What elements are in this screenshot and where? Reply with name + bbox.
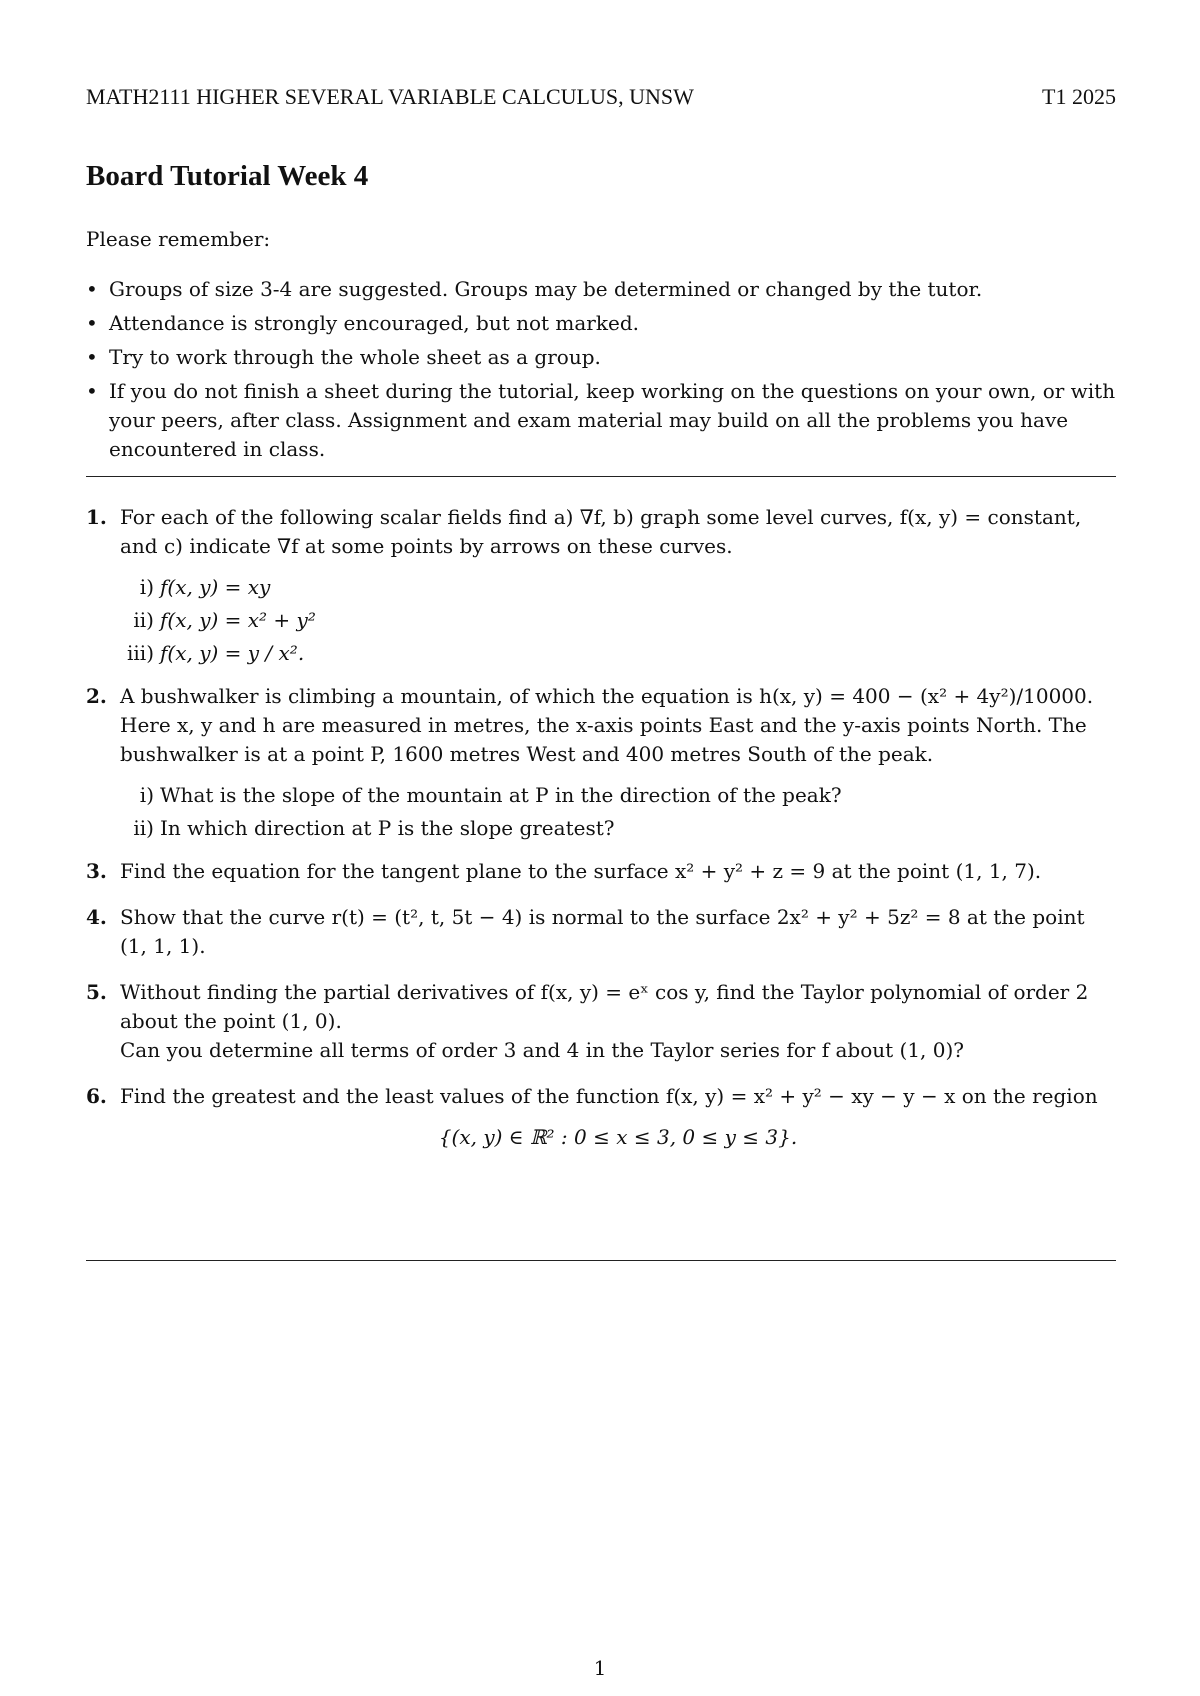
question-number: 5.	[86, 980, 107, 1004]
subpart-label: i)	[139, 783, 154, 807]
question-followup: Can you determine all terms of order 3 and 4 in the Taylor series for f about (1, 0)?	[120, 1038, 965, 1062]
section-divider	[86, 1260, 1116, 1261]
subpart-label: iii)	[127, 641, 154, 665]
question-list	[86, 503, 1116, 1152]
reminder-text: Groups of size 3-4 are suggested. Groups may be determined or changed by the tutor.	[109, 277, 983, 301]
bullet-icon: •	[86, 379, 98, 403]
page-header	[86, 82, 1116, 114]
reminder-list	[86, 275, 1116, 469]
bullet-icon: •	[86, 277, 98, 301]
region-display: {(x, y) ∈ ℝ² : 0 ≤ x ≤ 3, 0 ≤ y ≤ 3}.	[438, 1125, 798, 1149]
subpart-list	[120, 573, 1116, 668]
reminder-item	[86, 377, 1116, 464]
question-number: 4.	[86, 905, 107, 929]
subpart-label: ii)	[133, 816, 154, 840]
subpart-text: f(x, y) = xy	[160, 575, 271, 599]
reminder-text: Attendance is strongly encouraged, but not marked.	[109, 311, 639, 335]
question-1	[86, 503, 1116, 668]
subpart	[120, 606, 1116, 635]
question-text: Show that the curve r(t) = (t², t, 5t − 4) is normal to the surface 2x² + y² + 5z² = 8 at the point (1, 1, 1).	[120, 905, 1085, 958]
question-3	[86, 857, 1116, 886]
question-5	[86, 978, 1116, 1065]
question-number: 6.	[86, 1084, 107, 1108]
question-text: Find the greatest and the least values of the function f(x, y) = x² + y² − xy − y − x on the region	[120, 1084, 1098, 1108]
question-text: Without finding the partial derivatives of f(x, y) = eˣ cos y, find the Taylor polynomial of order 2 about the point (1, 0).	[120, 980, 1089, 1033]
reminder-item	[86, 275, 1116, 304]
bullet-icon: •	[86, 311, 98, 335]
subpart-label: i)	[139, 575, 154, 599]
term-label: T1 2025	[1042, 84, 1116, 109]
question-number: 2.	[86, 684, 107, 708]
section-divider	[86, 476, 1116, 477]
question-4	[86, 903, 1116, 961]
reminder-item	[86, 343, 1116, 372]
subpart-text: In which direction at P is the slope greatest?	[160, 816, 615, 840]
question-number: 3.	[86, 859, 107, 883]
subpart-list	[120, 781, 1116, 843]
subpart-label: ii)	[133, 608, 154, 632]
question-text: Find the equation for the tangent plane to the surface x² + y² + z = 9 at the point (1, 1, 7).	[120, 859, 1042, 883]
bullet-icon: •	[86, 345, 98, 369]
subpart	[120, 814, 1116, 843]
subpart	[120, 573, 1116, 602]
page-title: Board Tutorial Week 4	[86, 160, 369, 192]
question-6	[86, 1082, 1116, 1152]
subpart-text: What is the slope of the mountain at P in the direction of the peak?	[160, 783, 842, 807]
course-title: MATH2111 HIGHER SEVERAL VARIABLE CALCULUS, UNSW	[86, 84, 694, 109]
intro-text: Please remember:	[86, 227, 271, 251]
subpart-text: f(x, y) = y / x².	[160, 641, 305, 665]
subpart-text: f(x, y) = x² + y²	[160, 608, 316, 632]
question-2	[86, 682, 1116, 843]
subpart	[120, 639, 1116, 668]
reminder-text: Try to work through the whole sheet as a group.	[109, 345, 601, 369]
page-number: 1	[593, 1656, 607, 1680]
reminder-text: If you do not finish a sheet during the tutorial, keep working on the questions on your own, or with your peers, after class. Assignment and exam material may build on all the problems you have encountered in class.	[109, 379, 1116, 461]
question-text: For each of the following scalar fields find a) ∇f, b) graph some level curves, f(x, y) = constant, and c) indicate ∇f at some points by arrows on these curves.	[120, 505, 1082, 558]
question-text: A bushwalker is climbing a mountain, of which the equation is h(x, y) = 400 − (x² + 4y²)/10000. Here x, y and h are measured in metres, the x-axis points East and the y-axis points North. The bushwalker is at a point P, 1600 metres West and 400 metres South of the peak.	[120, 684, 1094, 766]
reminder-item	[86, 309, 1116, 338]
subpart	[120, 781, 1116, 810]
question-number: 1.	[86, 505, 107, 529]
